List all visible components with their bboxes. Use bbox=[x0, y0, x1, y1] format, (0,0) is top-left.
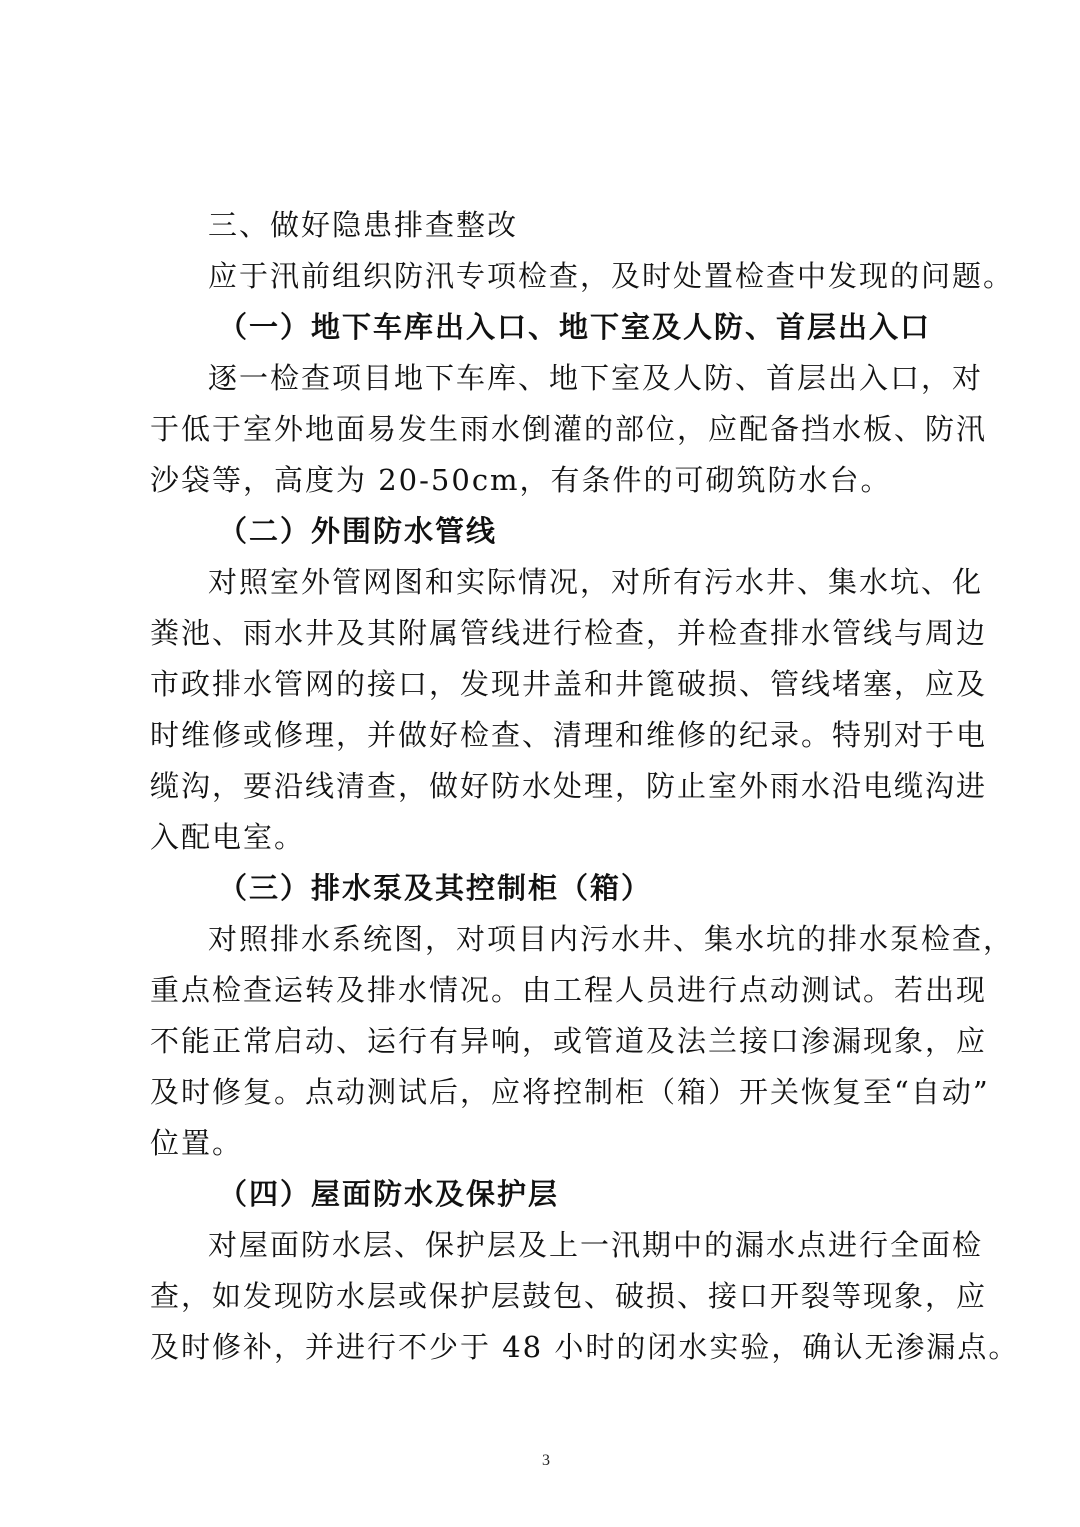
subsection-heading-3: （三）排水泵及其控制柜（箱） bbox=[218, 871, 653, 905]
paragraph-line: 于低于室外地面易发生雨水倒灌的部位，应配备挡水板、防汛 bbox=[150, 412, 988, 446]
subsection-heading-1: （一）地下车库出入口、地下室及人防、首层出入口 bbox=[218, 310, 932, 344]
section-heading: 三、做好隐患排查整改 bbox=[208, 208, 519, 242]
subsection-heading-2: （二）外围防水管线 bbox=[218, 514, 498, 548]
paragraph-line: 查，如发现防水层或保护层鼓包、破损、接口开裂等现象，应 bbox=[150, 1279, 988, 1313]
paragraph-line: 对屋面防水层、保护层及上一汛期中的漏水点进行全面检 bbox=[208, 1228, 984, 1262]
document-body bbox=[150, 200, 1020, 1373]
page-number: 3 bbox=[542, 1452, 550, 1469]
paragraph-line: 沙袋等，高度为 20-50cm，有条件的可砌筑防水台。 bbox=[150, 463, 892, 497]
paragraph-line: 及时修复。点动测试后，应将控制柜（箱）开关恢复至“自动” bbox=[150, 1075, 990, 1109]
paragraph-line: 逐一检查项目地下车库、地下室及人防、首层出入口，对 bbox=[208, 361, 984, 395]
paragraph-line: 位置。 bbox=[150, 1126, 244, 1160]
paragraph-line: 入配电室。 bbox=[150, 820, 306, 854]
paragraph-line: 时维修或修理，并做好检查、清理和维修的纪录。特别对于电 bbox=[150, 718, 988, 752]
subsection-heading-4: （四）屋面防水及保护层 bbox=[218, 1177, 560, 1211]
paragraph-line: 及时修补，并进行不少于 48 小时的闭水实验，确认无渗漏点。 bbox=[150, 1330, 1020, 1364]
paragraph-line: 对照排水系统图，对项目内污水井、集水坑的排水泵检查， bbox=[208, 922, 1015, 956]
paragraph-line: 不能正常启动、运行有异响，或管道及法兰接口渗漏现象，应 bbox=[150, 1024, 988, 1058]
section-intro: 应于汛前组织防汛专项检查，及时处置检查中发现的问题。 bbox=[208, 259, 1015, 293]
paragraph-line: 市政排水管网的接口，发现井盖和井篦破损、管线堵塞，应及 bbox=[150, 667, 988, 701]
paragraph-line: 重点检查运转及排水情况。由工程人员进行点动测试。若出现 bbox=[150, 973, 988, 1007]
paragraph-line: 粪池、雨水井及其附属管线进行检查，并检查排水管线与周边 bbox=[150, 616, 988, 650]
paragraph-line: 缆沟，要沿线清查，做好防水处理，防止室外雨水沿电缆沟进 bbox=[150, 769, 988, 803]
paragraph-line: 对照室外管网图和实际情况，对所有污水井、集水坑、化 bbox=[208, 565, 984, 599]
